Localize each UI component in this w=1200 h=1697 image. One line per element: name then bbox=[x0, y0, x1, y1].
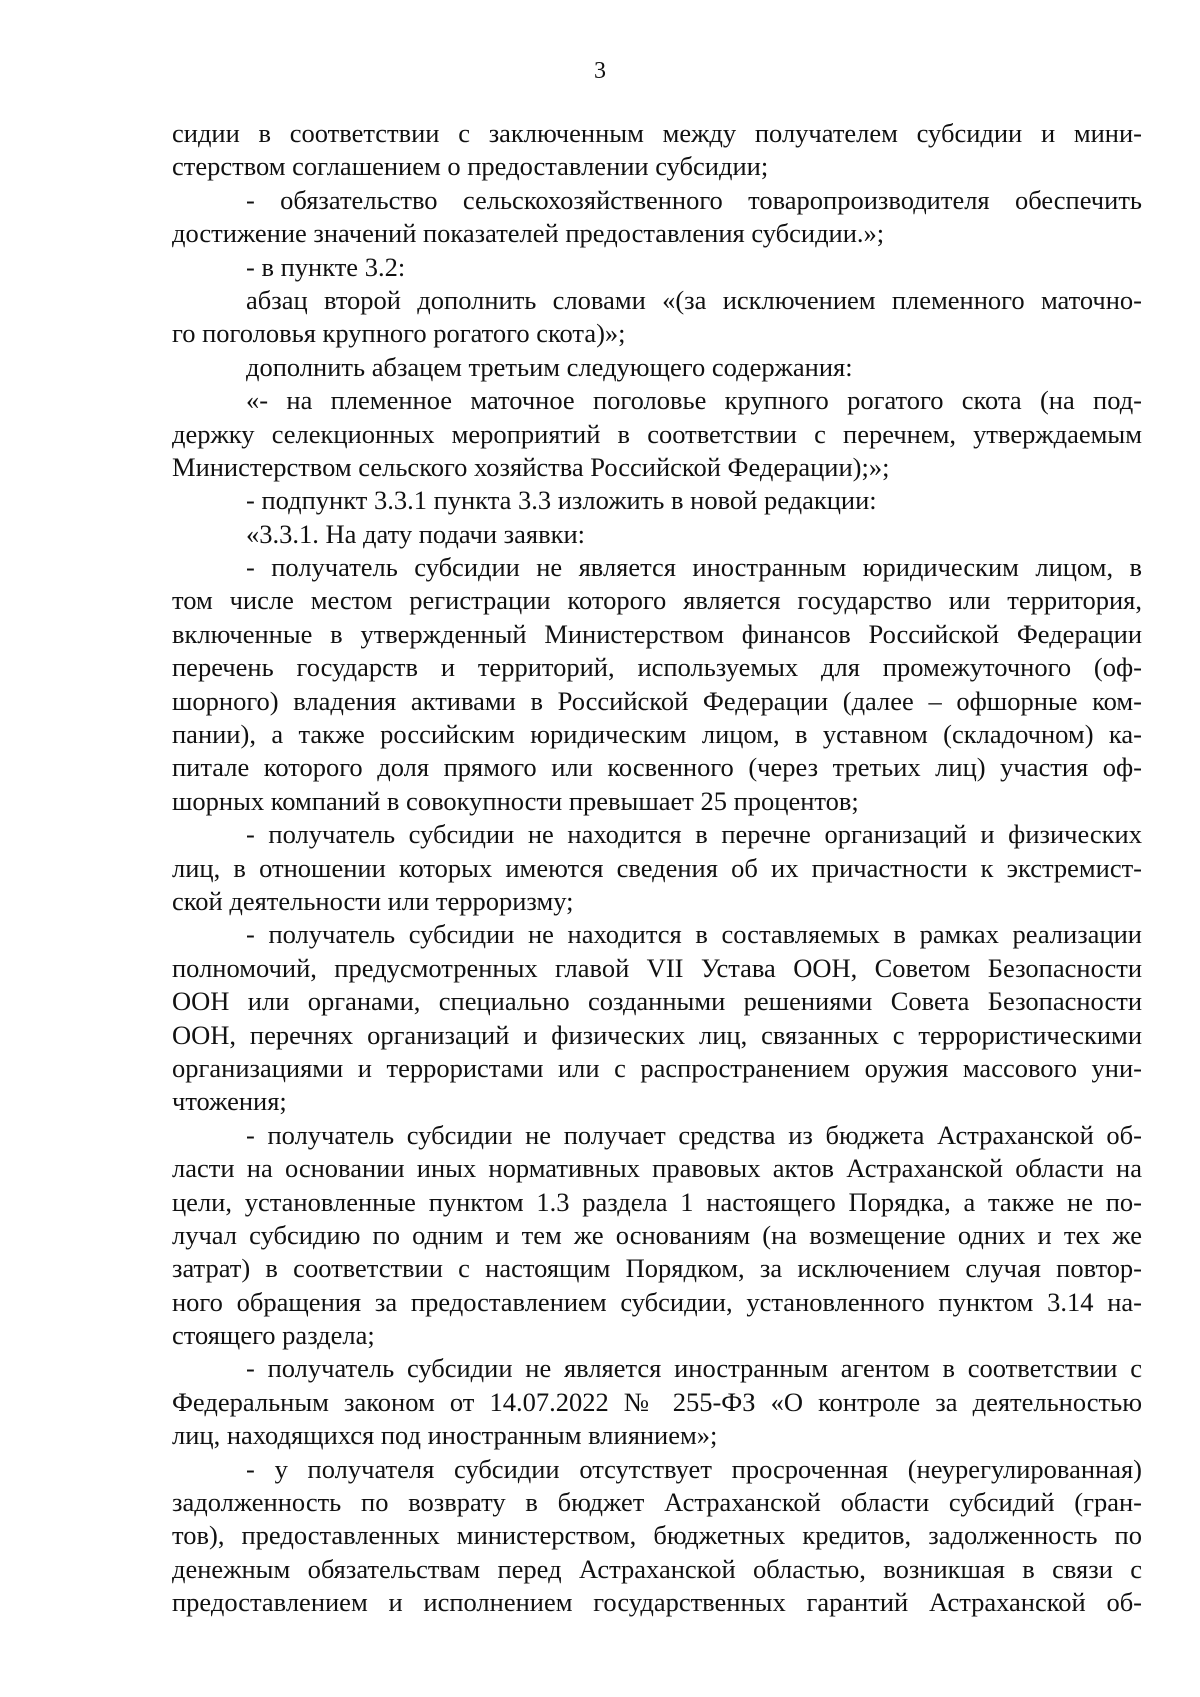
text-line: - подпункт 3.3.1 пункта 3.3 изложить в новой редакции: bbox=[246, 485, 877, 516]
text-line: лучал субсидию по одним и тем же основаниям (на возмещение одних и тех же bbox=[172, 1219, 1142, 1250]
text-line: шорного) владения активами в Российской Федерации (далее – офшорные ком- bbox=[172, 685, 1142, 716]
text-line: абзац второй дополнить словами «(за исключением племенного маточно- bbox=[246, 284, 1142, 315]
text-line: - у получателя субсидии отсутствует просроченная (неурегулированная) bbox=[246, 1453, 1142, 1484]
text-line: лиц, находящихся под иностранным влиянием»; bbox=[172, 1420, 718, 1451]
text-line: том числе местом регистрации которого является государство или территория, bbox=[172, 585, 1142, 616]
text-line: цели, установленные пунктом 1.3 раздела 1 настоящего Порядка, а также не по- bbox=[172, 1186, 1142, 1217]
text-line: - получатель субсидии не является иностранным агентом в соответствии с bbox=[246, 1353, 1142, 1384]
text-line: ООН или органами, специально созданными решениями Совета Безопасности bbox=[172, 986, 1142, 1017]
text-line: дополнить абзацем третьим следующего содержания: bbox=[246, 351, 853, 382]
text-line: денежным обязательствам перед Астраханской областью, возникшая в связи с bbox=[172, 1553, 1142, 1584]
text-line: - получатель субсидии не является иностранным юридическим лицом, в bbox=[246, 552, 1142, 583]
text-line: ласти на основании иных нормативных правовых актов Астраханской области на bbox=[172, 1153, 1142, 1184]
text-line: достижение значений показателей предоставления субсидии.»; bbox=[172, 218, 885, 249]
text-line: стоящего раздела; bbox=[172, 1320, 375, 1351]
text-line: - получатель субсидии не находится в составляемых в рамках реализации bbox=[246, 919, 1142, 950]
text-line: ного обращения за предоставлением субсидии, установленного пунктом 3.14 на- bbox=[172, 1286, 1142, 1317]
text-line: - получатель субсидии не получает средства из бюджета Астраханской об- bbox=[246, 1119, 1142, 1150]
text-line: шорных компаний в совокупности превышает 25 процентов; bbox=[172, 785, 859, 816]
text-line: полномочий, предусмотренных главой VII Устава ООН, Советом Безопасности bbox=[172, 952, 1142, 983]
text-line: лиц, в отношении которых имеются сведения об их причастности к экстремист- bbox=[172, 852, 1142, 883]
text-line: стерством соглашением о предоставлении субсидии; bbox=[172, 151, 769, 182]
text-line: го поголовья крупного рогатого скота)»; bbox=[172, 318, 626, 349]
text-line: ООН, перечнях организаций и физических лиц, связанных с террористическими bbox=[172, 1019, 1142, 1050]
text-line: - получатель субсидии не находится в перечне организаций и физических bbox=[246, 819, 1142, 850]
text-line: Министерством сельского хозяйства Российской Федерации);»; bbox=[172, 451, 890, 482]
text-line: - обязательство сельскохозяйственного товаропроизводителя обеспечить bbox=[246, 184, 1142, 215]
page-number: 3 bbox=[594, 58, 606, 84]
text-line: сидии в соответствии с заключенным между получателем субсидии и мини- bbox=[172, 118, 1142, 148]
text-line: ской деятельности или терроризму; bbox=[172, 885, 574, 916]
text-line: «3.3.1. На дату подачи заявки: bbox=[246, 518, 586, 549]
text-line: Федеральным законом от 14.07.2022 № 255-ФЗ «О контроле за деятельностью bbox=[172, 1386, 1142, 1417]
text-line: перечень государств и территорий, используемых для промежуточного (оф- bbox=[172, 652, 1142, 683]
text-line: включенные в утвержденный Министерством финансов Российской Федерации bbox=[172, 618, 1142, 649]
text-line: пании), а также российским юридическим лицом, в уставном (складочном) ка- bbox=[172, 719, 1142, 750]
text-line: чтожения; bbox=[172, 1086, 287, 1117]
text-line: задолженность по возврату в бюджет Астраханской области субсидий (гран- bbox=[172, 1487, 1142, 1518]
text-line: затрат) в соответствии с настоящим Порядком, за исключением случая повтор- bbox=[172, 1253, 1142, 1284]
text-line: - в пункте 3.2: bbox=[246, 251, 406, 282]
text-line: предоставлением и исполнением государственных гарантий Астраханской об- bbox=[172, 1587, 1142, 1618]
text-line: питале которого доля прямого или косвенного (через третьих лиц) участия оф- bbox=[172, 752, 1142, 783]
text-line: держку селекционных мероприятий в соответствии с перечнем, утверждаемым bbox=[172, 418, 1142, 449]
document-body bbox=[172, 117, 1142, 1620]
text-line: «- на племенное маточное поголовье крупного рогатого скота (на под- bbox=[246, 385, 1142, 416]
text-line: тов), предоставленных министерством, бюджетных кредитов, задолженность по bbox=[172, 1520, 1142, 1551]
text-line: организациями и террористами или с распространением оружия массового уни- bbox=[172, 1052, 1142, 1083]
